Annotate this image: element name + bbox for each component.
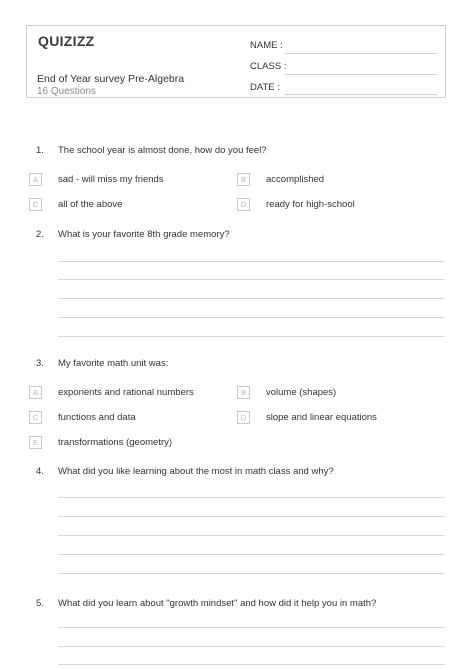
- answer-line[interactable]: [58, 573, 445, 574]
- option-text: slope and linear equations: [266, 412, 377, 423]
- question-count: 16 Questions: [37, 86, 96, 97]
- answer-line[interactable]: [58, 298, 445, 299]
- question-number: 4.: [36, 466, 44, 477]
- answer-line[interactable]: [58, 261, 445, 262]
- answer-line[interactable]: [58, 646, 445, 647]
- question-text: The school year is almost done, how do you feel?: [58, 145, 267, 156]
- answer-line[interactable]: [58, 554, 445, 555]
- option-text: exponents and rational numbers: [58, 387, 194, 398]
- quizizz-logo: [38, 33, 102, 49]
- date-label: DATE :: [250, 82, 280, 93]
- option-text: accomplished: [266, 174, 325, 185]
- question-number: 1.: [36, 145, 44, 156]
- answer-line[interactable]: [58, 336, 445, 337]
- svg-text:QUIZIZZ: QUIZIZZ: [38, 33, 95, 49]
- option-letter-box[interactable]: C: [29, 198, 42, 211]
- class-line[interactable]: [285, 74, 437, 75]
- date-line[interactable]: [285, 94, 437, 95]
- name-label: NAME :: [250, 40, 283, 51]
- option-letter-box[interactable]: B: [237, 173, 250, 186]
- option-letter-box[interactable]: D: [237, 198, 250, 211]
- option-letter-box[interactable]: D: [237, 411, 250, 424]
- option-text: volume (shapes): [266, 387, 337, 398]
- option-letter-box[interactable]: B: [237, 386, 250, 399]
- question-number: 3.: [36, 358, 44, 369]
- worksheet-title: End of Year survey Pre-Algebra: [37, 73, 185, 85]
- option-letter-box[interactable]: A: [29, 386, 42, 399]
- option-text: transformations (geometry): [58, 437, 173, 448]
- name-line[interactable]: [285, 53, 437, 54]
- option-text: functions and data: [58, 412, 136, 423]
- answer-line[interactable]: [58, 516, 445, 517]
- answer-line[interactable]: [58, 627, 445, 628]
- answer-line[interactable]: [58, 279, 445, 280]
- worksheet-header: [26, 25, 446, 98]
- class-label: CLASS :: [250, 61, 287, 72]
- option-letter-box[interactable]: C: [29, 411, 42, 424]
- answer-line[interactable]: [58, 497, 445, 498]
- option-text: ready for high-school: [266, 199, 355, 210]
- question-text: My favorite math unit was:: [58, 358, 169, 369]
- question-text: What is your favorite 8th grade memory?: [58, 229, 230, 240]
- answer-line[interactable]: [58, 317, 445, 318]
- option-letter-box[interactable]: A: [29, 173, 42, 186]
- option-text: all of the above: [58, 199, 123, 210]
- answer-line[interactable]: [58, 535, 445, 536]
- option-letter-box[interactable]: E: [29, 436, 42, 449]
- question-text: What did you like learning about the most in math class and why?: [58, 466, 334, 477]
- question-number: 2.: [36, 229, 44, 240]
- answer-line[interactable]: [58, 664, 445, 665]
- option-text: sad - will miss my friends: [58, 174, 164, 185]
- question-number: 5.: [36, 598, 44, 609]
- question-text: What did you learn about "growth mindset" and how did it help you in math?: [58, 598, 377, 609]
